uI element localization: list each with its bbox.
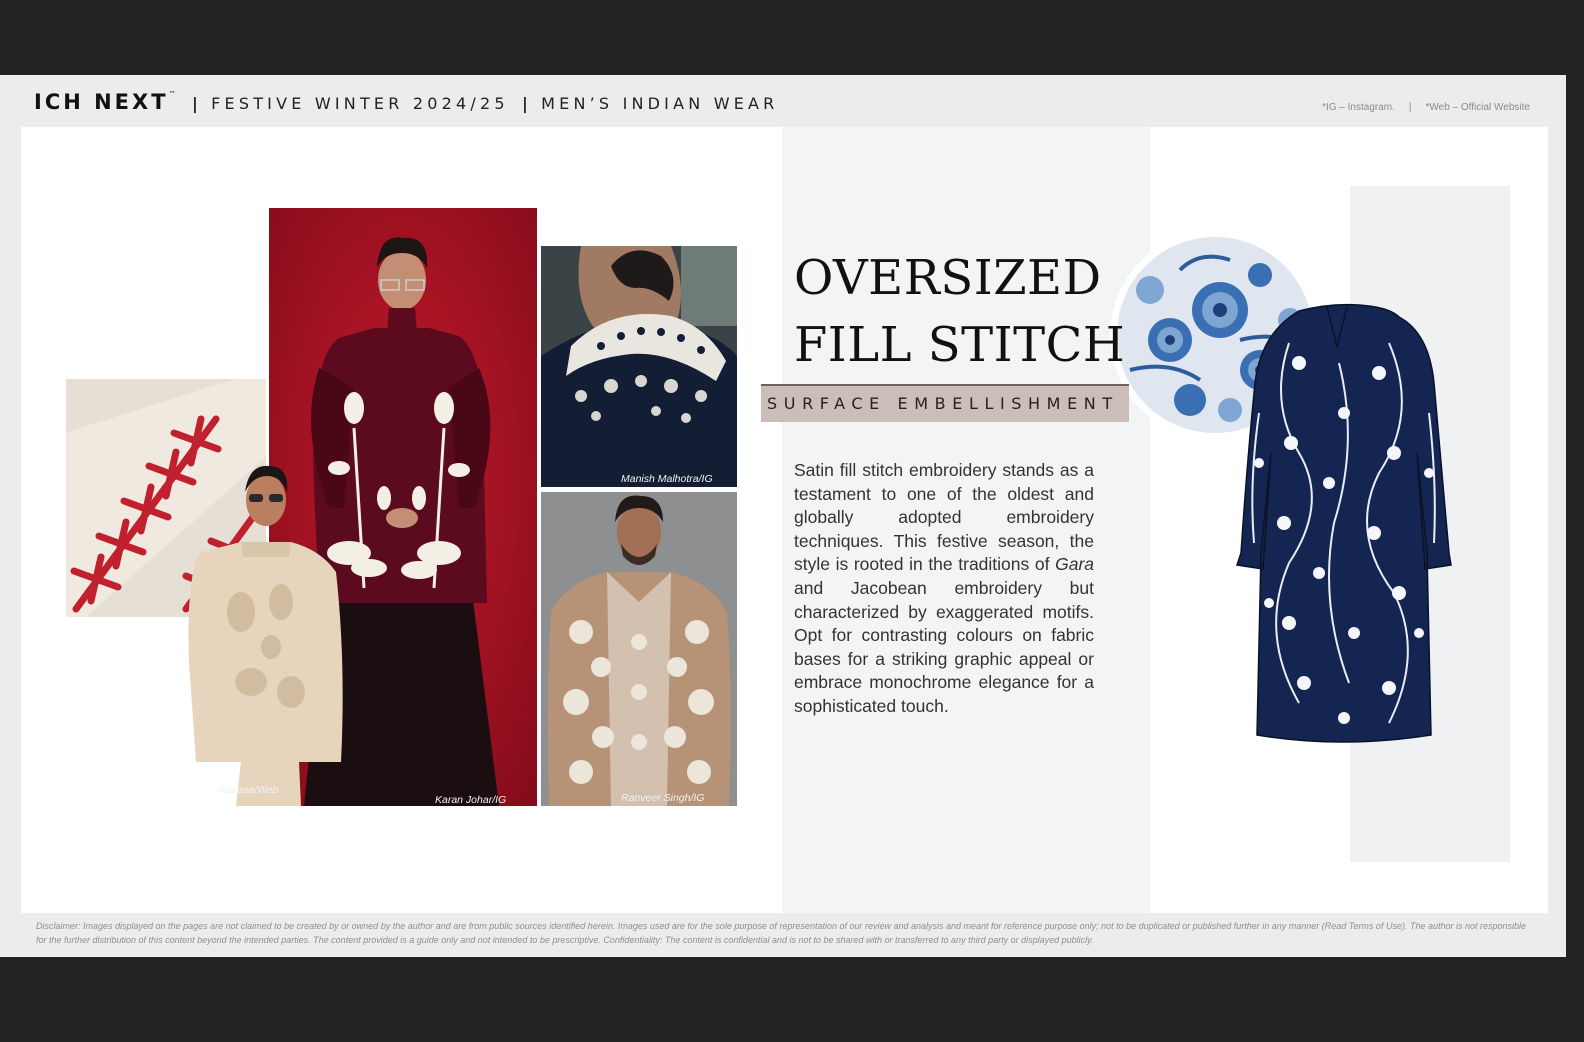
- photo-credit-manish: Manish Malhotra/IG: [621, 473, 713, 485]
- slide: [0, 75, 1566, 957]
- trend-subtitle: SURFACE EMBELLISHMENT: [767, 394, 1119, 413]
- report-header: [0, 75, 1566, 127]
- title-line-2: FILL STITCH: [794, 317, 1126, 373]
- content-area: [21, 127, 1548, 913]
- category-label: MEN’S INDIAN WEAR: [541, 94, 779, 113]
- source-notes: *IG – Instagram. | *Web – Official Website: [1322, 102, 1530, 113]
- photo-credit-abkasa: Abkasa/Web: [219, 784, 279, 796]
- subtitle-banner: [761, 384, 1129, 422]
- navy-kurta-sketch: [1229, 303, 1459, 745]
- beige-bandhgala-look: [181, 462, 346, 806]
- breadcrumb: | FESTIVE WINTER 2024/25 | MEN’S INDIAN WEAR: [192, 94, 779, 113]
- title-line-1: OVERSIZED: [794, 250, 1102, 306]
- brand-logo: ICH NEXT™: [34, 90, 176, 114]
- collar-embroidery-closeup: [541, 246, 737, 487]
- disclaimer: Disclaimer: Images displayed on the pages are not claimed to be created by or owned by the author and are from public sources identified herein. Images used are for the sole purpose of representation of our review and analysis and meant for reference purpose only; not to be duplicated or published further in any manner (Read Terms of Use). The author is not responsible for the further distribution of this content beyond the intended parties. The content provided is a guide only and not intended to be prescriptive. Confidentiality: The content is confidential and is not to be shared with or transferred to any third party or displayed publicly.: [36, 921, 1527, 945]
- embroidered-sherwani-look: [541, 492, 737, 806]
- trend-description: Satin fill stitch embroidery stands as a testament to one of the oldest and globally adopted embroidery techniques. This festive season, the style is rooted in the traditions of Gara and Jacobean embroidery but characterized by exaggerated motifs. Opt for contrasting colours on fabric bases for a striking graphic appeal or embrace monochrome elegance for a sophisticated touch.: [794, 460, 1094, 716]
- photo-credit-ranveer: Ranveer Singh/IG: [621, 792, 705, 804]
- season-label: FESTIVE WINTER 2024/25: [211, 94, 509, 113]
- photo-credit-karan: Karan Johar/IG: [435, 794, 507, 806]
- trend-title: [794, 245, 1134, 379]
